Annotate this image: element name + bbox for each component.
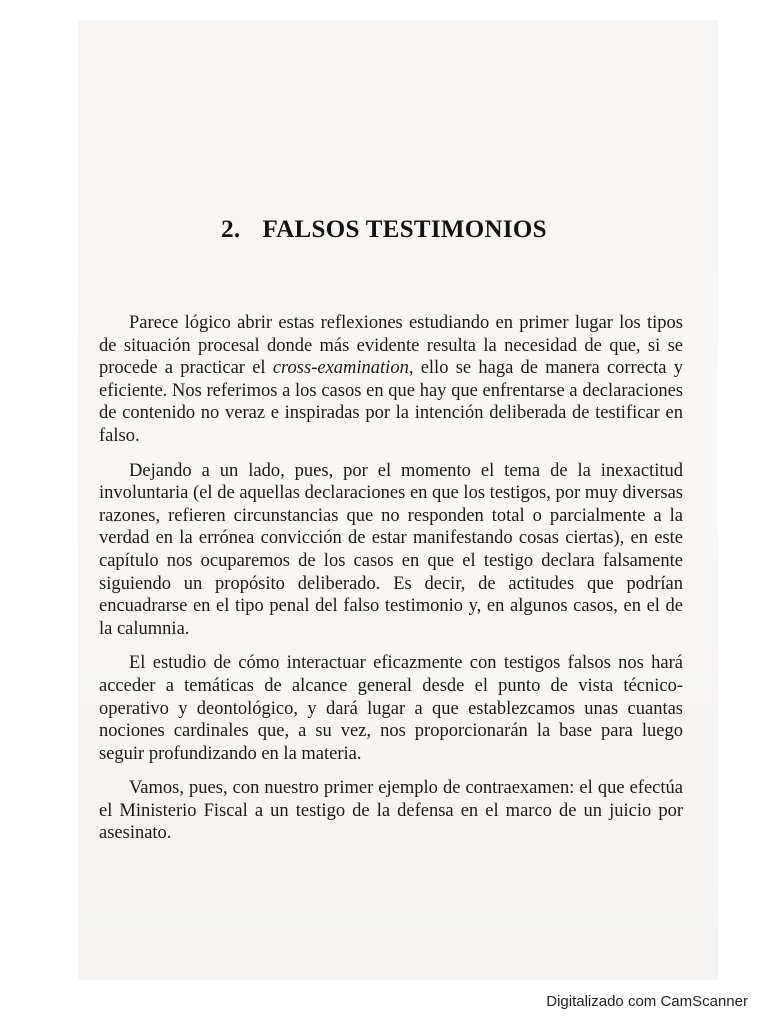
paragraph-4: Vamos, pues, con nuestro primer ejemplo de contraexamen: el que efectúa el Ministerio Fiscal a un testigo de la defensa en el marco de un juicio por asesinato. [99,778,683,844]
paragraph-2: Dejando a un lado, pues, por el momento el tema de la inexactitud involuntaria (el de aquellas declaraciones en que los testigos, por muy diversas razones, refieren circunstancias que no responden total o parcialmente a la verdad en la errónea convicción de estar manifestando cosas ciertas), en este capítulo nos ocuparemos de los casos en que el testigo declara falsamente siguiendo un propósito deliberado. Es decir, de actitudes que podrían encuadrarse en el tipo penal del falso testimonio y, en algunos casos, en el de la calumnia. [99,460,683,639]
chapter-heading [0,216,768,244]
paragraph-1 [99,312,683,448]
paragraph-3: El estudio de cómo interactuar eficazmente con testigos falsos nos hará acceder a temáticas de alcance general desde el punto de vista técnico-operativo y deontológico, y dará lugar a que establezcamos unas cuantas nociones cardinales que, a su vez, nos proporcionarán la base para luego seguir profundizando en la materia. [99,653,683,764]
chapter-title: FALSOS TESTIMONIOS [262,216,547,243]
paragraph-1-emphasis: cross-examination [272,358,409,379]
paragraph-1-text-end: , ello se haga de manera correcta y eficiente. Nos referimos a los casos en que hay que enfrentarse a declaraciones de contenido no veraz e inspiradas por la intención deliberada de testificar en falso. [99,358,683,446]
paragraph-1-text-start: Parece lógico abrir estas reflexiones estudiando en primer lugar los tipos de situación procesal donde más evidente resulta la necesidad de que, si se procede a practicar el [99,313,683,379]
camscanner-watermark: Digitalizado com CamScanner [546,993,748,1010]
chapter-body [99,312,683,856]
chapter-number: 2. [221,216,241,243]
